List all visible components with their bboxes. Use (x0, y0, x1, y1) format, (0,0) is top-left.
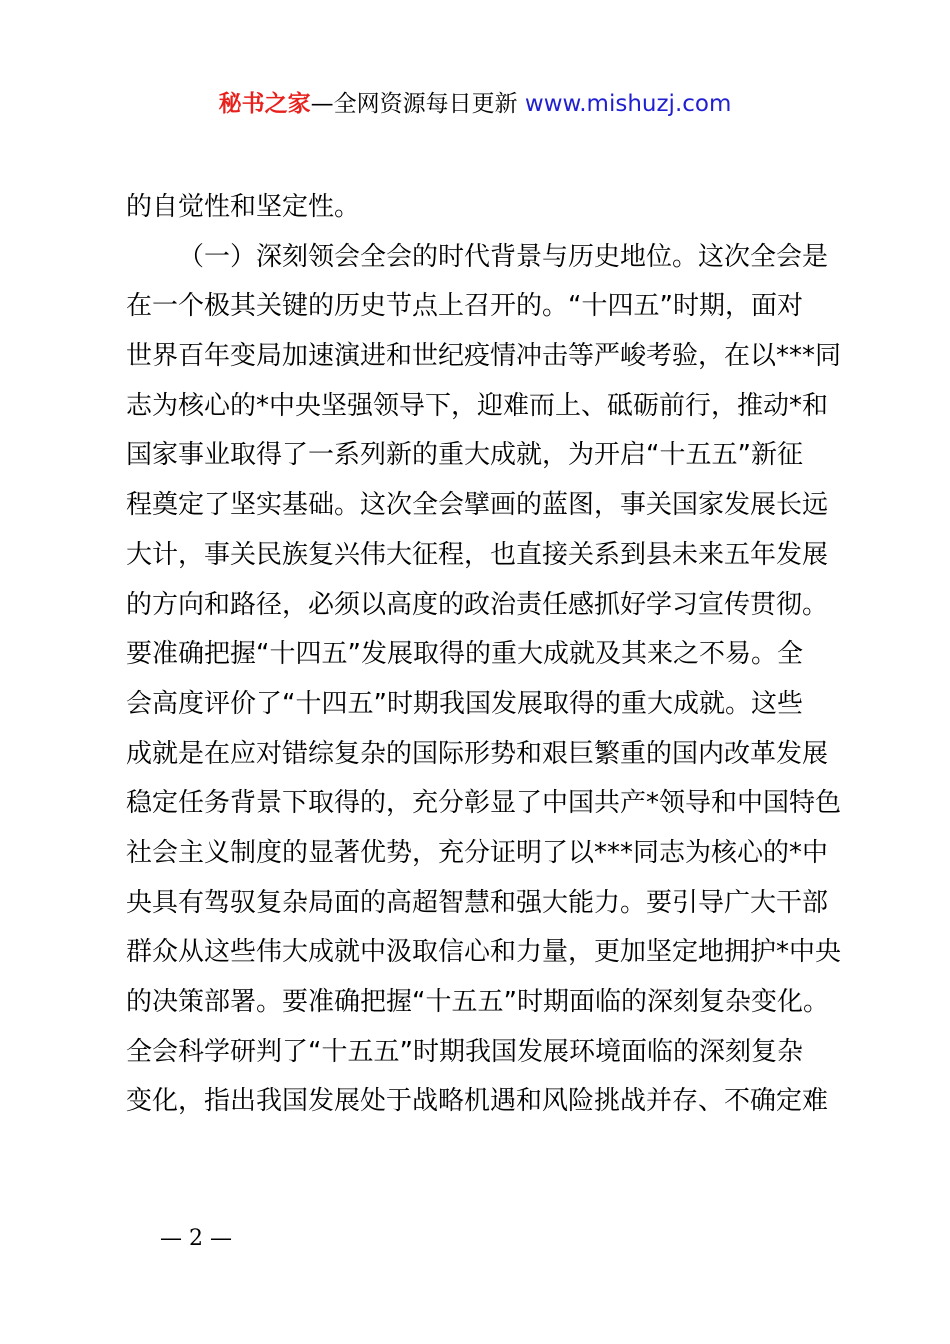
body-line: 稳定任务背景下取得的，充分彰显了中国共产*领导和中国特色 (126, 788, 842, 819)
body-line: 志为核心的*中央坚强领导下，迎难而上、砥砺前行，推动*和 (126, 390, 829, 421)
body-line: 成就是在应对错综复杂的国际形势和艰巨繁重的国内改革发展 (126, 738, 829, 769)
body-line: 央具有驾驭复杂局面的高超智慧和强大能力。要引导广大干部 (126, 887, 829, 918)
body-line: 程奠定了坚实基础。这次全会擘画的蓝图，事关国家发展长远 (126, 490, 829, 521)
body-line: 社会主义制度的显著优势，充分证明了以***同志为核心的*中 (126, 837, 829, 868)
brand-name: 秘书之家 (218, 91, 311, 117)
body-line: 群众从这些伟大成就中汲取信心和力量，更加坚定地拥护*中央 (126, 937, 842, 968)
body-line: 大计，事关民族复兴伟大征程，也直接关系到县未来五年发展 (126, 539, 829, 570)
body-line: 变化，指出我国发展处于战略机遇和风险挑战并存、不确定难 (126, 1086, 829, 1117)
body-line: 世界百年变局加速演进和世纪疫情冲击等严峻考验，在以***同 (126, 341, 842, 372)
body-line: 要准确把握“十四五”发展取得的重大成就及其来之不易。全 (126, 639, 803, 670)
body-line: 在一个极其关键的历史节点上召开的。“十四五”时期，面对 (126, 291, 803, 322)
header-tagline: —全网资源每日更新 (310, 91, 518, 117)
page-number: — 2 — (160, 1226, 232, 1251)
body-line: 全会科学研判了“十五五”时期我国发展环境面临的深刻复杂 (126, 1036, 803, 1067)
site-url-link[interactable]: www.mishuzj.com (524, 91, 732, 117)
body-line: 会高度评价了“十四五”时期我国发展取得的重大成就。这些 (126, 688, 803, 719)
body-line: 的方向和路径，必须以高度的政治责任感抓好学习宣传贯彻。 (126, 589, 829, 620)
document-body (126, 183, 842, 1127)
body-line: 的自觉性和坚定性。 (126, 192, 361, 222)
body-line: 的决策部署。要准确把握“十五五”时期面临的深刻复杂变化。 (126, 987, 829, 1017)
body-line: 国家事业取得了一系列新的重大成就，为开启“十五五”新征 (126, 440, 803, 471)
site-header (0, 88, 950, 120)
section-heading-line: （一）深刻领会全会的时代背景与历史地位。这次全会是 (178, 241, 829, 272)
